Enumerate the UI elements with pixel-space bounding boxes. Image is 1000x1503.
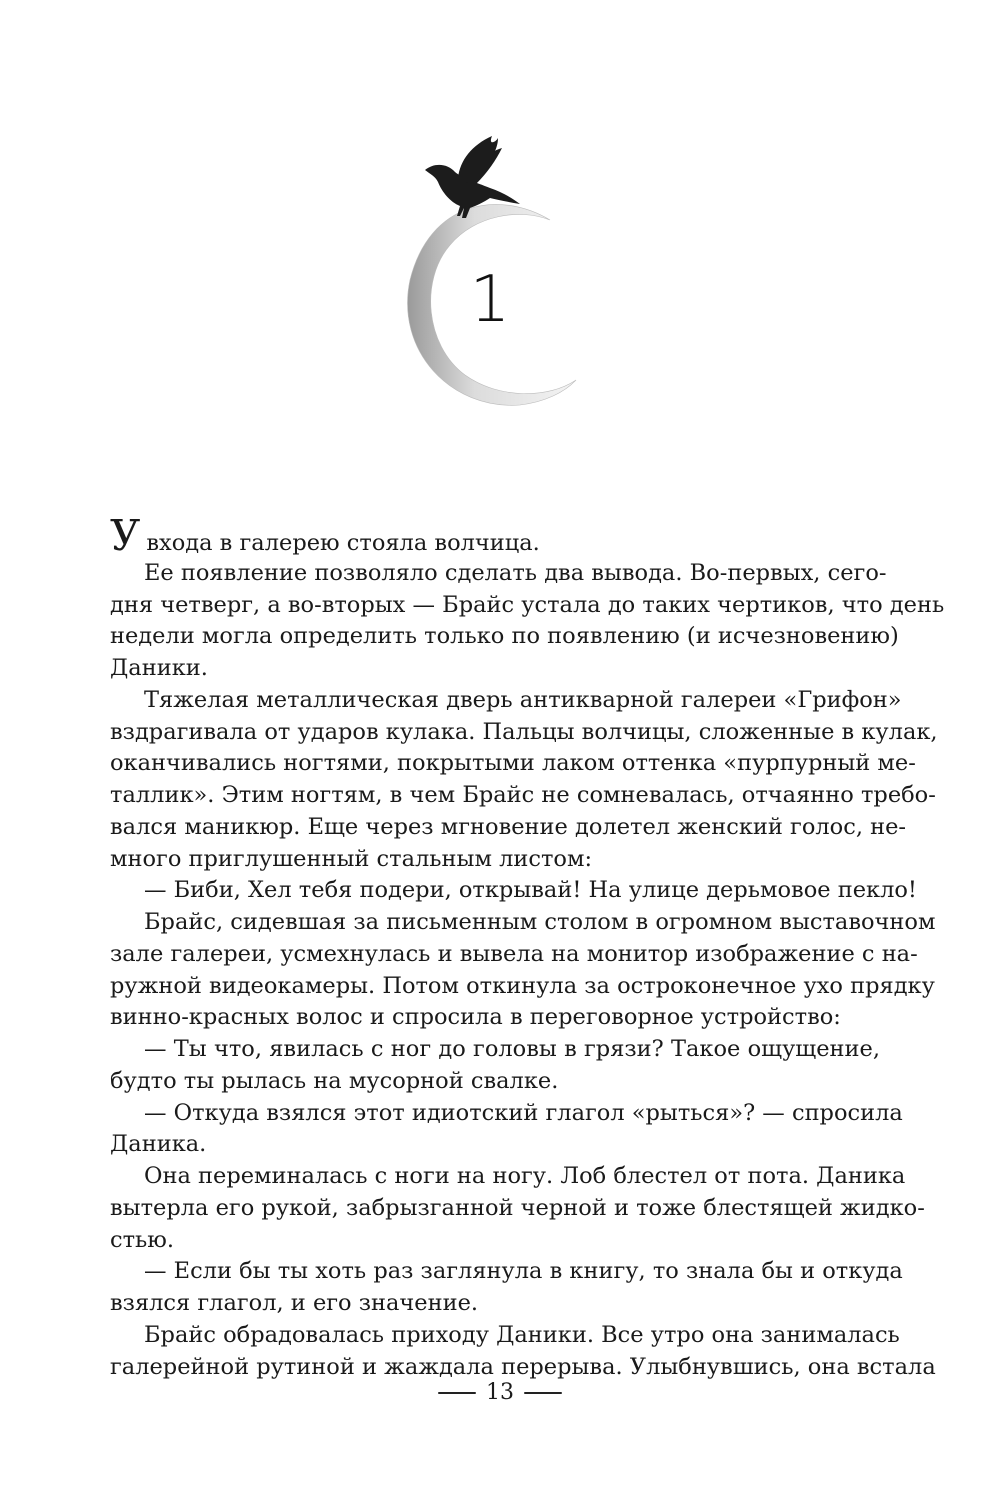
- text-line: [110, 1034, 880, 1066]
- line-text: таллик». Этим ногтям, в чем Брайс не сомневалась, отчаянно требо-: [110, 782, 936, 808]
- line-text: — Ты что, явилась с ног до головы в грязи? Такое ощущение,: [144, 1036, 880, 1062]
- line-text: Она переминалась с ноги на ногу. Лоб блестел от пота. Даника: [144, 1163, 906, 1189]
- line-text: зале галереи, усмехнулась и вывела на монитор изображение с на-: [110, 940, 918, 967]
- line-text: винно-красных волос и спросила в переговорное устройство:: [110, 1004, 841, 1031]
- text-line: [110, 971, 935, 1003]
- text-line: [110, 511, 880, 560]
- text-line: [110, 1193, 925, 1225]
- text-line: [110, 621, 899, 653]
- line-text: взялся глагол, и его значение.: [110, 1290, 479, 1316]
- line-text: Ее появление позволяло сделать два вывода. Во-первых, сего-: [144, 559, 887, 586]
- line-text: вздрагивала от ударов кулака. Пальцы волчицы, сложенные в кулак,: [110, 718, 938, 745]
- text-line: [110, 844, 880, 876]
- line-text: много приглушенный стальным листом:: [110, 845, 593, 872]
- text-line: [110, 653, 880, 685]
- line-text: Даники.: [110, 655, 208, 681]
- text-line: [110, 1320, 900, 1352]
- paragraph: [110, 907, 936, 1034]
- paragraph: [110, 1098, 903, 1162]
- text-line: [110, 907, 936, 939]
- footer-ornament-right: [524, 1392, 562, 1394]
- text-line: [110, 939, 918, 971]
- line-text: дня четверг, а во-вторых — Брайс устала до таких чертиков, что день: [110, 591, 945, 618]
- text-line: [110, 590, 945, 622]
- text-line: [110, 1288, 880, 1320]
- text-line: [110, 1352, 936, 1384]
- text-line: [110, 717, 938, 749]
- text-line: [110, 1225, 880, 1257]
- text-line: [110, 748, 916, 780]
- text-line: [110, 1256, 903, 1288]
- chapter-number: 1: [469, 263, 511, 337]
- line-text: Тяжелая металлическая дверь антикварной галереи «Грифон»: [144, 686, 902, 713]
- text-line: [110, 1129, 880, 1161]
- paragraph: [110, 1320, 936, 1384]
- footer-ornament-left: [438, 1392, 476, 1394]
- line-text: ружной видеокамеры. Потом откинула за остроконечное ухо прядку: [110, 972, 935, 999]
- line-text: галерейной рутиной и жаждала перерыва. Улыбнувшись, она встала: [110, 1353, 936, 1380]
- text-line: [110, 558, 887, 590]
- text-line: [110, 685, 902, 717]
- line-text: недели могла определить только по появлению (и исчезновению): [110, 623, 899, 650]
- paragraph: [110, 685, 938, 876]
- paragraph: [110, 1256, 903, 1320]
- text-line: [110, 812, 907, 844]
- line-text: Брайс обрадовалась приходу Даники. Все утро она занималась: [144, 1321, 900, 1348]
- line-text: оканчивались ногтями, покрытыми лаком оттенка «пурпурный ме-: [110, 750, 916, 777]
- text-line: [110, 780, 936, 812]
- text-line: [110, 1161, 906, 1193]
- page-number: 13: [486, 1380, 514, 1405]
- paragraph: [110, 1161, 925, 1256]
- text-line: [110, 1066, 880, 1098]
- text-line: [110, 1002, 880, 1034]
- text-line: [110, 875, 917, 907]
- drop-cap: У: [110, 511, 141, 560]
- line-text: Даника.: [110, 1131, 207, 1158]
- line-text: вался маникюр. Еще через мгновение долетел женский голос, не-: [110, 813, 907, 840]
- line-text: вытерла его рукой, забрызганной черной и тоже блестящей жидко-: [110, 1194, 925, 1221]
- line-text: входа в галерею стояла волчица.: [146, 530, 540, 556]
- body-text: [110, 511, 945, 1383]
- paragraph: [110, 1034, 880, 1098]
- line-text: будто ты рылась на мусорной свалке.: [110, 1067, 559, 1094]
- line-text: — Биби, Хел тебя подери, открывай! На улице дерьмовое пекло!: [144, 877, 917, 904]
- paragraph: [110, 511, 880, 560]
- line-text: — Откуда взялся этот идиотский глагол «рыться»? — спросила: [144, 1099, 903, 1126]
- paragraph: [110, 875, 917, 907]
- page-footer: [0, 1380, 1000, 1405]
- line-text: стью.: [110, 1226, 175, 1253]
- line-text: — Если бы ты хоть раз заглянула в книгу, то знала бы и откуда: [144, 1258, 903, 1285]
- line-text: Брайс, сидевшая за письменным столом в огромном выставочном: [144, 909, 936, 935]
- text-line: [110, 1098, 903, 1130]
- paragraph: [110, 558, 945, 685]
